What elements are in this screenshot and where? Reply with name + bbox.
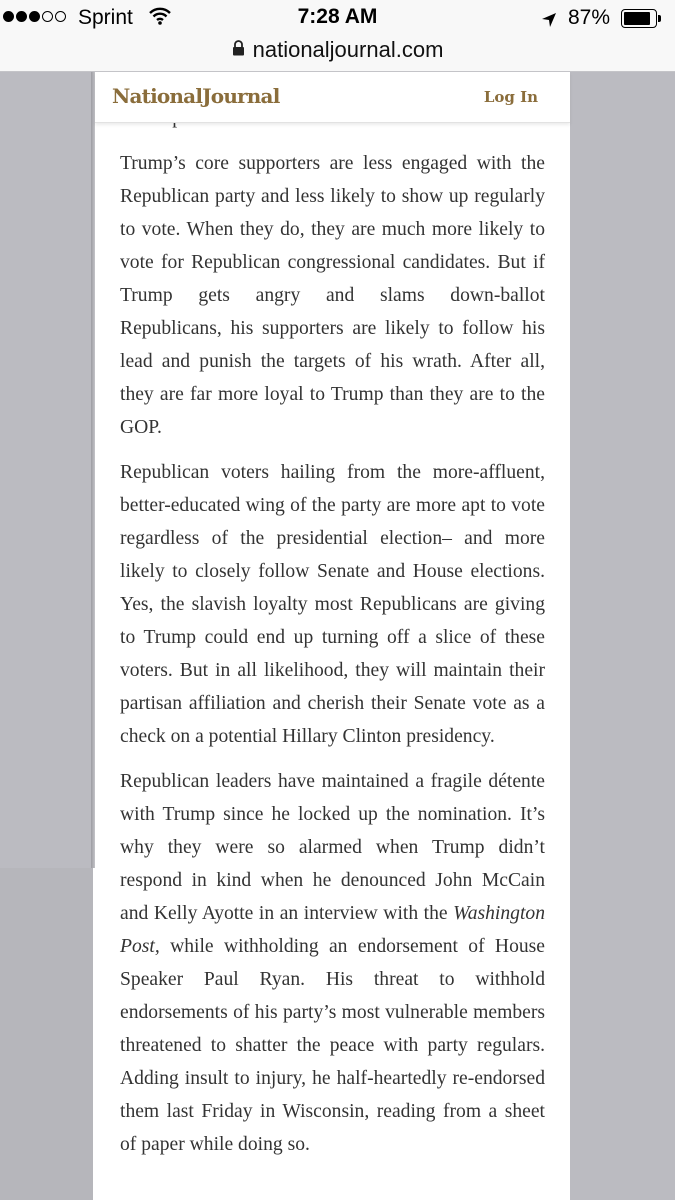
status-bar xyxy=(0,0,675,36)
page-gutter-left-lower xyxy=(0,868,93,1200)
location-arrow-icon xyxy=(541,10,557,34)
status-time: 7:28 AM xyxy=(297,5,378,28)
article-body xyxy=(120,110,545,1173)
lock-icon xyxy=(232,36,245,62)
article-paragraph: Republican voters hailing from the more-affluent, better-educated wing of the party are more apt to vote regardless of the presidential election– and more likely to closely follow Senate and House elections. Yes, the slavish loyalty most Republicans are giving to Trump could end up turning off a slice of these voters. But in all likelihood, they will maintain their partisan affiliation and cherish their Senate vote as a check on a potential Hillary Clinton presidency. xyxy=(120,462,545,747)
browser-address-bar[interactable] xyxy=(0,36,675,72)
site-header xyxy=(95,72,570,123)
article-paragraph: Republican leaders have maintained a fragile détente with Trump since he locked up the nomination. It’s why they were so alarmed when Trump didn’t respond in kind when he denounced John McCain and Kelly Ayotte in an interview with the Washington Post, while withholding an endorsement of House Speaker Paul Ryan. His threat to withhold endorsements of his party’s most vulnerable members threatened to shatter the peace with party regulars. Adding insult to injury, he half-heartedly re-endorsed them last Friday in Wisconsin, reading from a sheet of paper while doing so. xyxy=(120,771,545,1155)
article-paragraph: Trump’s core supporters are less engaged with the Republican party and less likely to show up regularly to vote. When they do, they are much more likely to vote for Republican congressional candidates. But if Trump gets angry and slams down-ballot Republicans, his supporters are likely to follow his lead and punish the targets of his wrath. After all, they are far more loyal to Trump than they are to the GOP. xyxy=(120,153,545,438)
battery-percent: 87% xyxy=(568,6,611,29)
battery-icon xyxy=(621,9,661,28)
publication-name: Washington Post, xyxy=(120,903,545,957)
login-link[interactable]: Log In xyxy=(483,88,538,106)
site-logo[interactable]: NationalJournal xyxy=(112,84,280,108)
page-gutter-right xyxy=(570,72,675,1200)
url-text: nationaljournal.com xyxy=(252,37,444,62)
url-display[interactable] xyxy=(0,37,675,64)
carrier-name: Sprint xyxy=(78,6,133,29)
